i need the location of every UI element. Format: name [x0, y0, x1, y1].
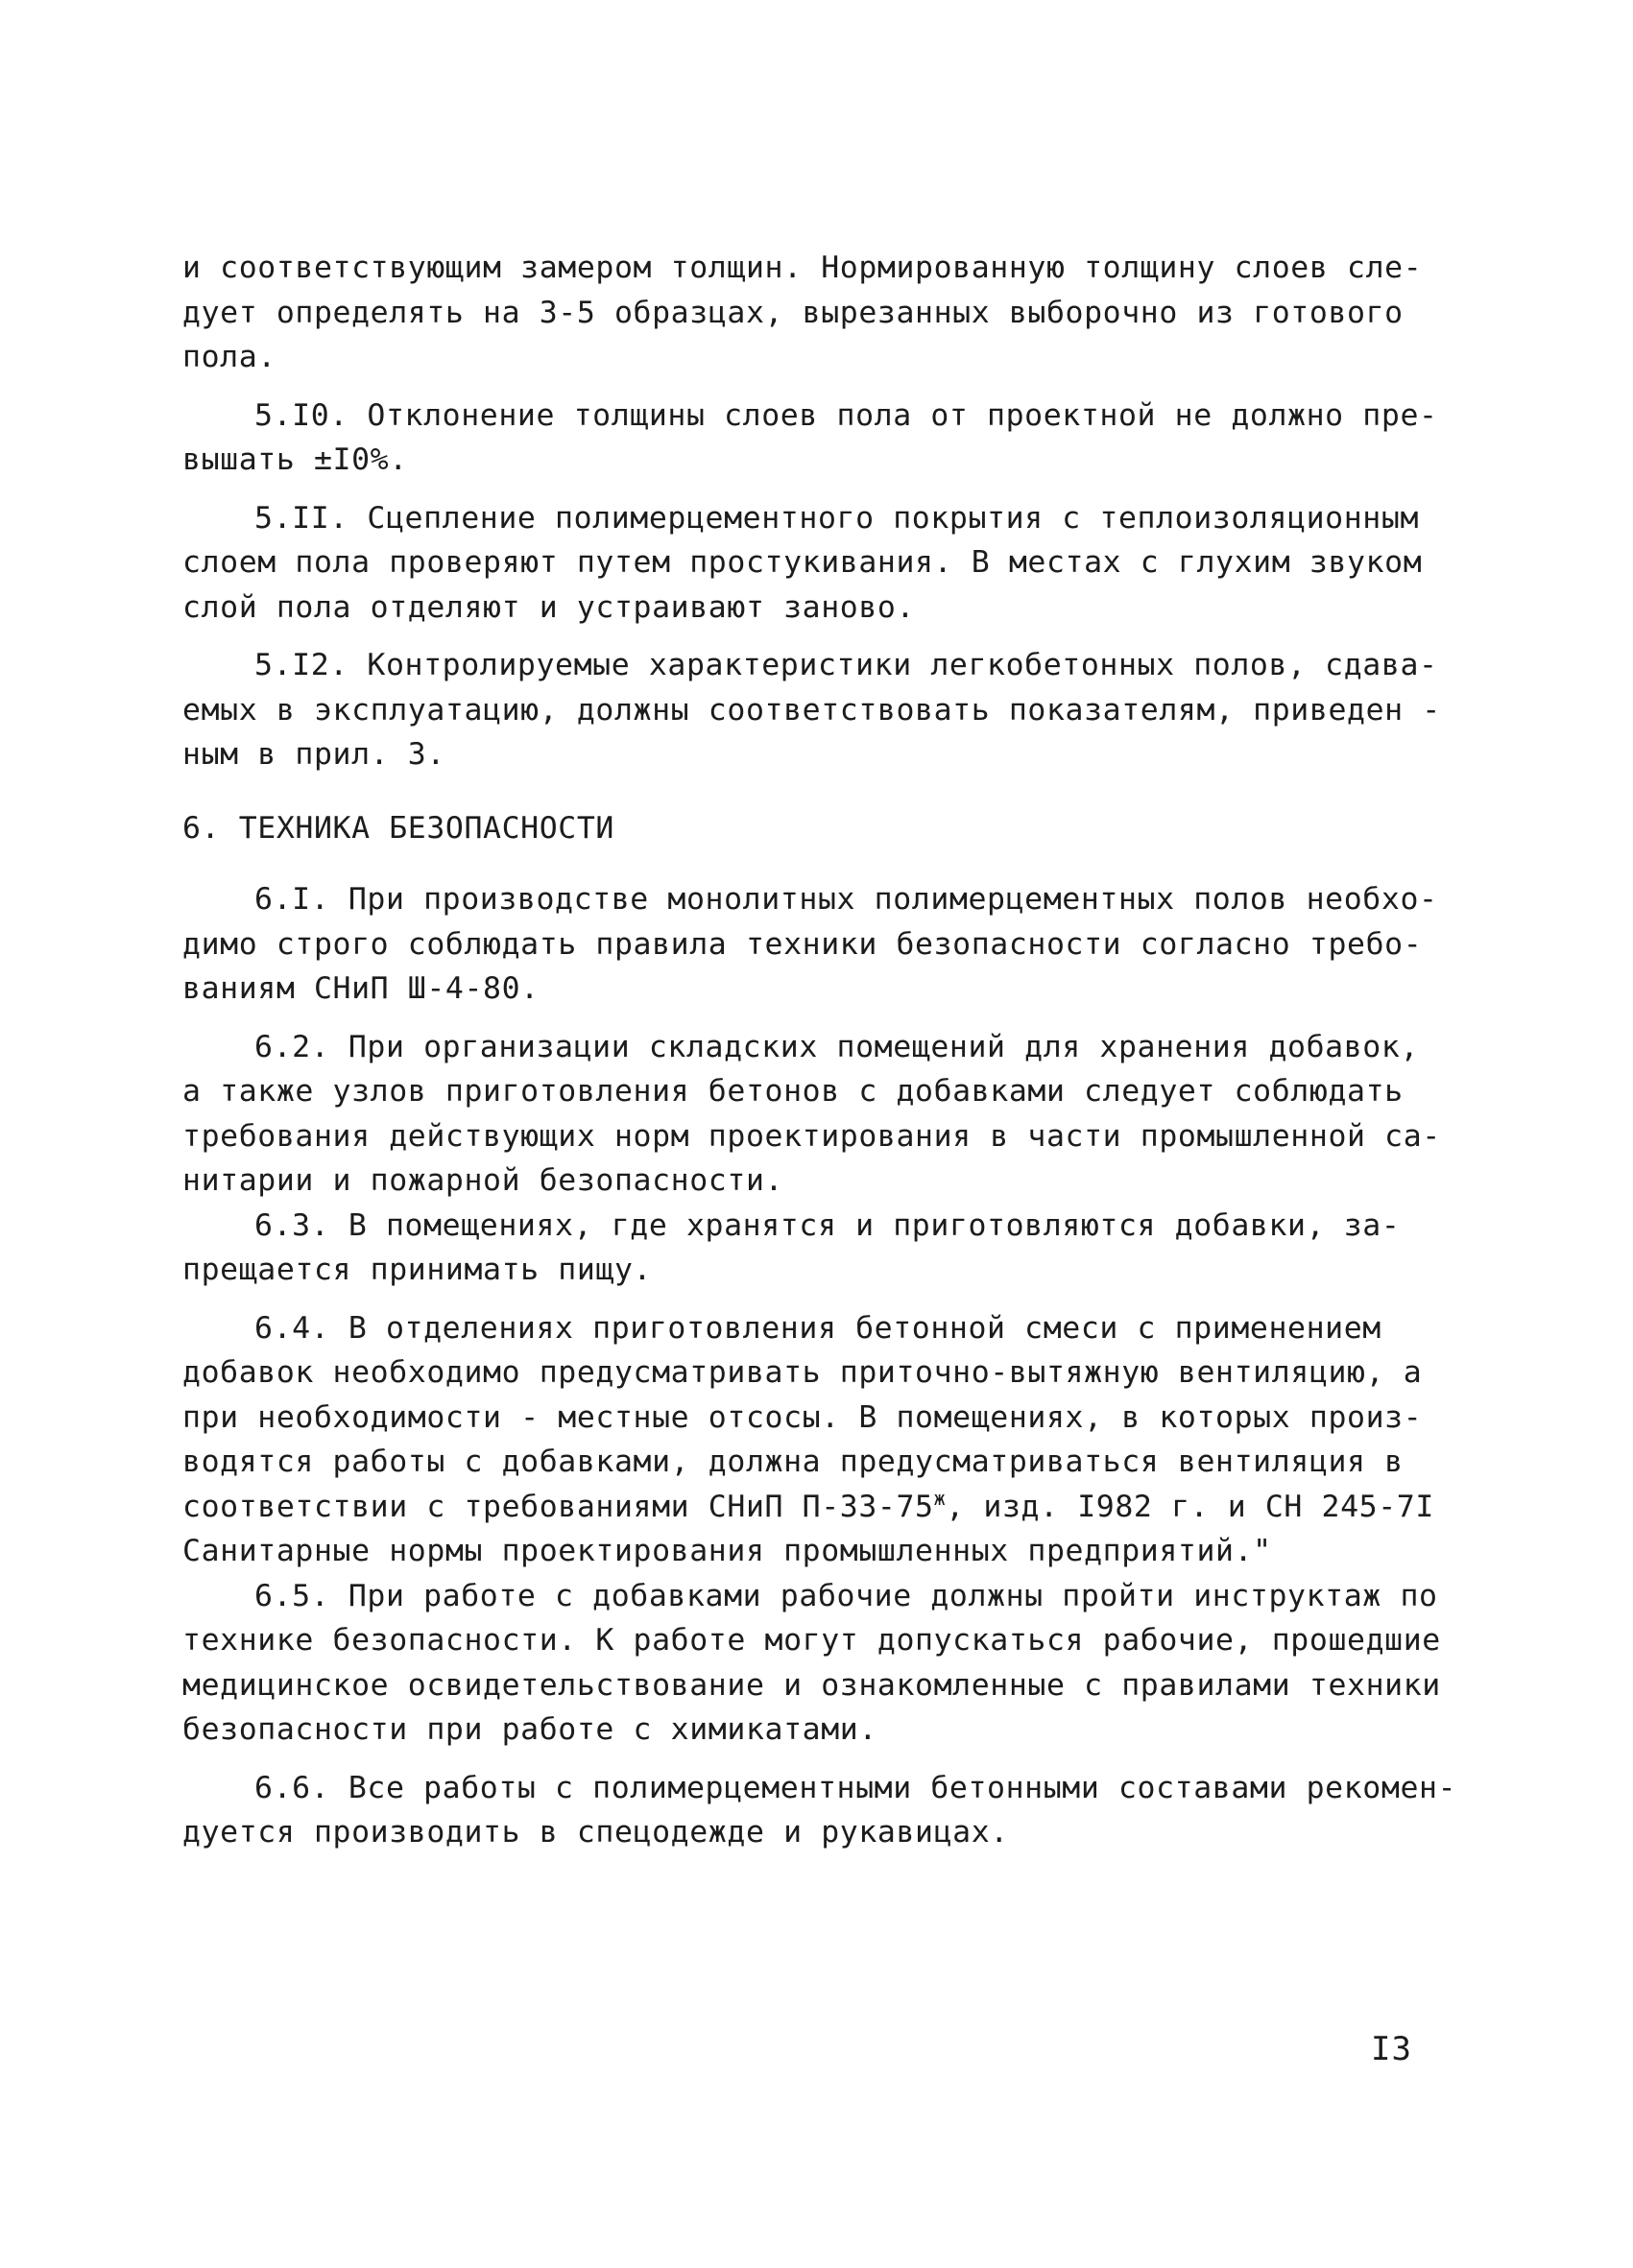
text-line: дуется производить в спецодежде и рукавицах. — [182, 1815, 1009, 1850]
body-text — [182, 246, 1457, 1855]
text-line: 5.I2. Контролируемые характеристики легкобетонных полов, сдава- — [254, 648, 1438, 682]
text-line: 6.5. При работе с добавками рабочие должны пройти инструктаж по — [254, 1578, 1438, 1613]
text-line: пола. — [182, 340, 276, 374]
text-line: дует определять на 3-5 образцах, вырезанных выборочно из готового — [182, 295, 1404, 330]
text-line: технике безопасности. К работе могут допускаться рабочие, прошедшие — [182, 1623, 1441, 1658]
text-line: безопасности при работе с химикатами. — [182, 1712, 877, 1747]
text-line: медицинское освидетельствование и ознакомленные с правилами техники — [182, 1667, 1441, 1703]
text-line: слой пола отделяют и устраивают заново. — [182, 589, 916, 625]
text-line: 6.2. При организации складских помещений для хранения добавок, — [254, 1029, 1420, 1064]
text-line: ваниям СНиП Ш-4-80. — [182, 971, 540, 1006]
text-line: при необходимости - местные отсосы. В помещениях, в которых произ- — [182, 1399, 1423, 1435]
text-line: ным в прил. 3. — [182, 737, 445, 772]
paragraph-6-2 — [182, 1025, 1450, 1204]
text-line: 6.I. При производстве монолитных полимерцементных полов необхо- — [254, 882, 1438, 917]
page-number: I3 — [1371, 2030, 1412, 2068]
text-line: 5.I0. Отклонение толщины слоев пола от проектной не должно пре- — [254, 397, 1438, 433]
text-line: димо строго соблюдать правила техники безопасности согласно требо- — [182, 926, 1423, 962]
text-line: требования действующих норм проектирования в части промышленной са- — [182, 1118, 1441, 1154]
text-line-with-superscript — [182, 1485, 1450, 1530]
text-line: добавок необходимо предусматривать приточно-вытяжную вентиляцию, а — [182, 1355, 1423, 1390]
section-heading-text: 6. ТЕХНИКА БЕЗОПАСНОСТИ — [182, 810, 614, 846]
text-line: а также узлов приготовления бетонов с добавками следует соблюдать — [182, 1074, 1404, 1109]
paragraph-5-10 — [182, 394, 1450, 483]
superscript-mark: ж — [933, 1486, 947, 1510]
paragraph-5-11 — [182, 496, 1450, 631]
text-line: слоем пола проверяют путем простукивания. В местах с глухим звуком — [182, 545, 1423, 580]
paragraph-6-1 — [182, 877, 1450, 1012]
text-line: емых в эксплуатацию, должны соответствовать показателям, приведен - — [182, 692, 1441, 728]
text-line: Санитарные нормы проектирования промышленных предприятий." — [182, 1534, 1272, 1568]
paragraph-6-6 — [182, 1766, 1457, 1855]
text-line: 6.3. В помещениях, где хранятся и приготовляются добавки, за- — [254, 1207, 1401, 1243]
text-line: нитарии и пожарной безопасности. — [182, 1163, 784, 1198]
text-line: прещается принимать пищу. — [182, 1253, 653, 1287]
paragraph-continuation — [182, 246, 1450, 380]
text-line: 6.6. Все работы с полимерцементными бетонными составами рекомен- — [254, 1770, 1457, 1805]
text-segment: , изд. I982 г. и СН 245-7I — [946, 1489, 1434, 1524]
text-line: 5.II. Сцепление полимерцементного покрытия с теплоизоляционным — [254, 500, 1420, 536]
text-line: и соответствующим замером толщин. Нормированную толщину слоев сле- — [182, 251, 1423, 285]
paragraph-5-12 — [182, 643, 1450, 777]
text-line: вышать ±I0%. — [182, 442, 408, 477]
paragraph-6-5 — [182, 1574, 1450, 1753]
text-segment: соответствии с требованиями СНиП П-33-75 — [182, 1489, 934, 1524]
section-heading — [182, 806, 1450, 851]
text-line: водятся работы с добавками, должна предусматриваться вентиляция в — [182, 1444, 1404, 1479]
paragraph-6-4 — [182, 1306, 1450, 1574]
paragraph-6-3 — [182, 1204, 1450, 1293]
text-line: 6.4. В отделениях приготовления бетонной смеси с применением — [254, 1310, 1381, 1346]
